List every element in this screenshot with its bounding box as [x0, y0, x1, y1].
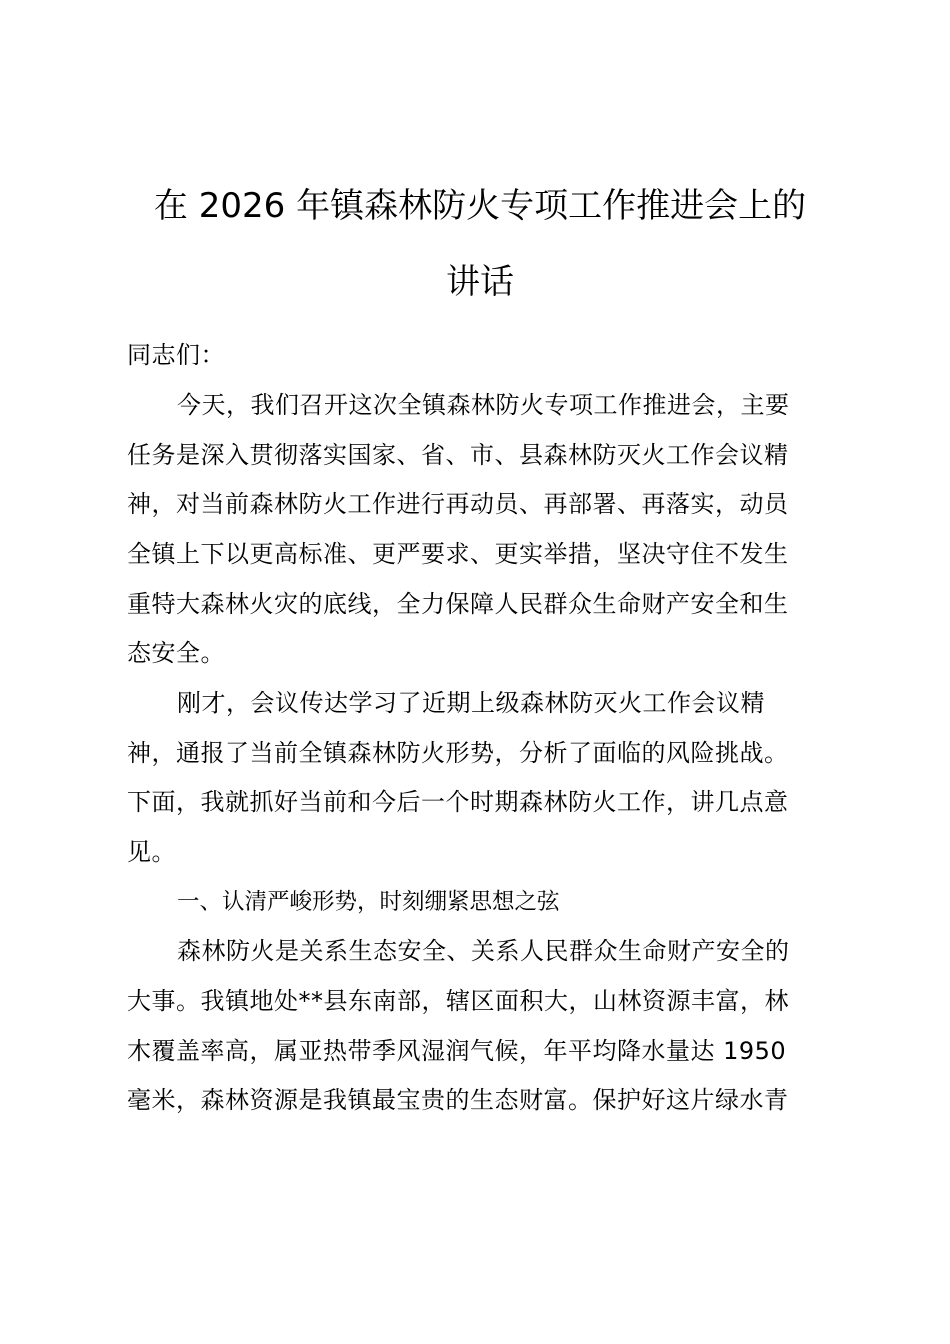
paragraph-line: 任务是深入贯彻落实国家、省、市、县森林防灭火工作会议精 [127, 441, 789, 469]
paragraph-line: 毫米，森林资源是我镇最宝贵的生态财富。保护好这片绿水青 [127, 1086, 789, 1114]
paragraph-line: 今天，我们召开这次全镇森林防火专项工作推进会，主要 [177, 391, 790, 419]
salutation: 同志们： [127, 341, 225, 369]
paragraph-line: 下面，我就抓好当前和今后一个时期森林防火工作，讲几点意 [127, 788, 789, 816]
paragraph-line: 森林防火是关系生态安全、关系人民群众生命财产安全的 [177, 937, 790, 965]
paragraph-line: 神，通报了当前全镇森林防火形势，分析了面临的风险挑战。 [127, 739, 789, 767]
document-title-line-2: 讲话 [446, 262, 514, 302]
paragraph-line: 木覆盖率高，属亚热带季风湿润气候，年平均降水量达 1950 [127, 1037, 787, 1065]
document-title-line-1: 在 2026 年镇森林防火专项工作推进会上的 [153, 186, 807, 226]
paragraph-line: 全镇上下以更高标准、更严要求、更实举措，坚决守住不发生 [127, 540, 789, 568]
paragraph-line: 重特大森林火灾的底线，全力保障人民群众生命财产安全和生 [127, 590, 789, 618]
paragraph-line: 神，对当前森林防火工作进行再动员、再部署、再落实，动员 [127, 490, 789, 518]
paragraph-line: 见。 [127, 838, 176, 866]
section-heading: 一、认清严峻形势，时刻绷紧思想之弦 [177, 889, 560, 915]
paragraph-line: 大事。我镇地处**县东南部，辖区面积大，山林资源丰富，林 [127, 987, 789, 1015]
paragraph-line: 态安全。 [127, 639, 225, 667]
paragraph-line: 刚才，会议传达学习了近期上级森林防灭火工作会议精 [177, 689, 765, 717]
